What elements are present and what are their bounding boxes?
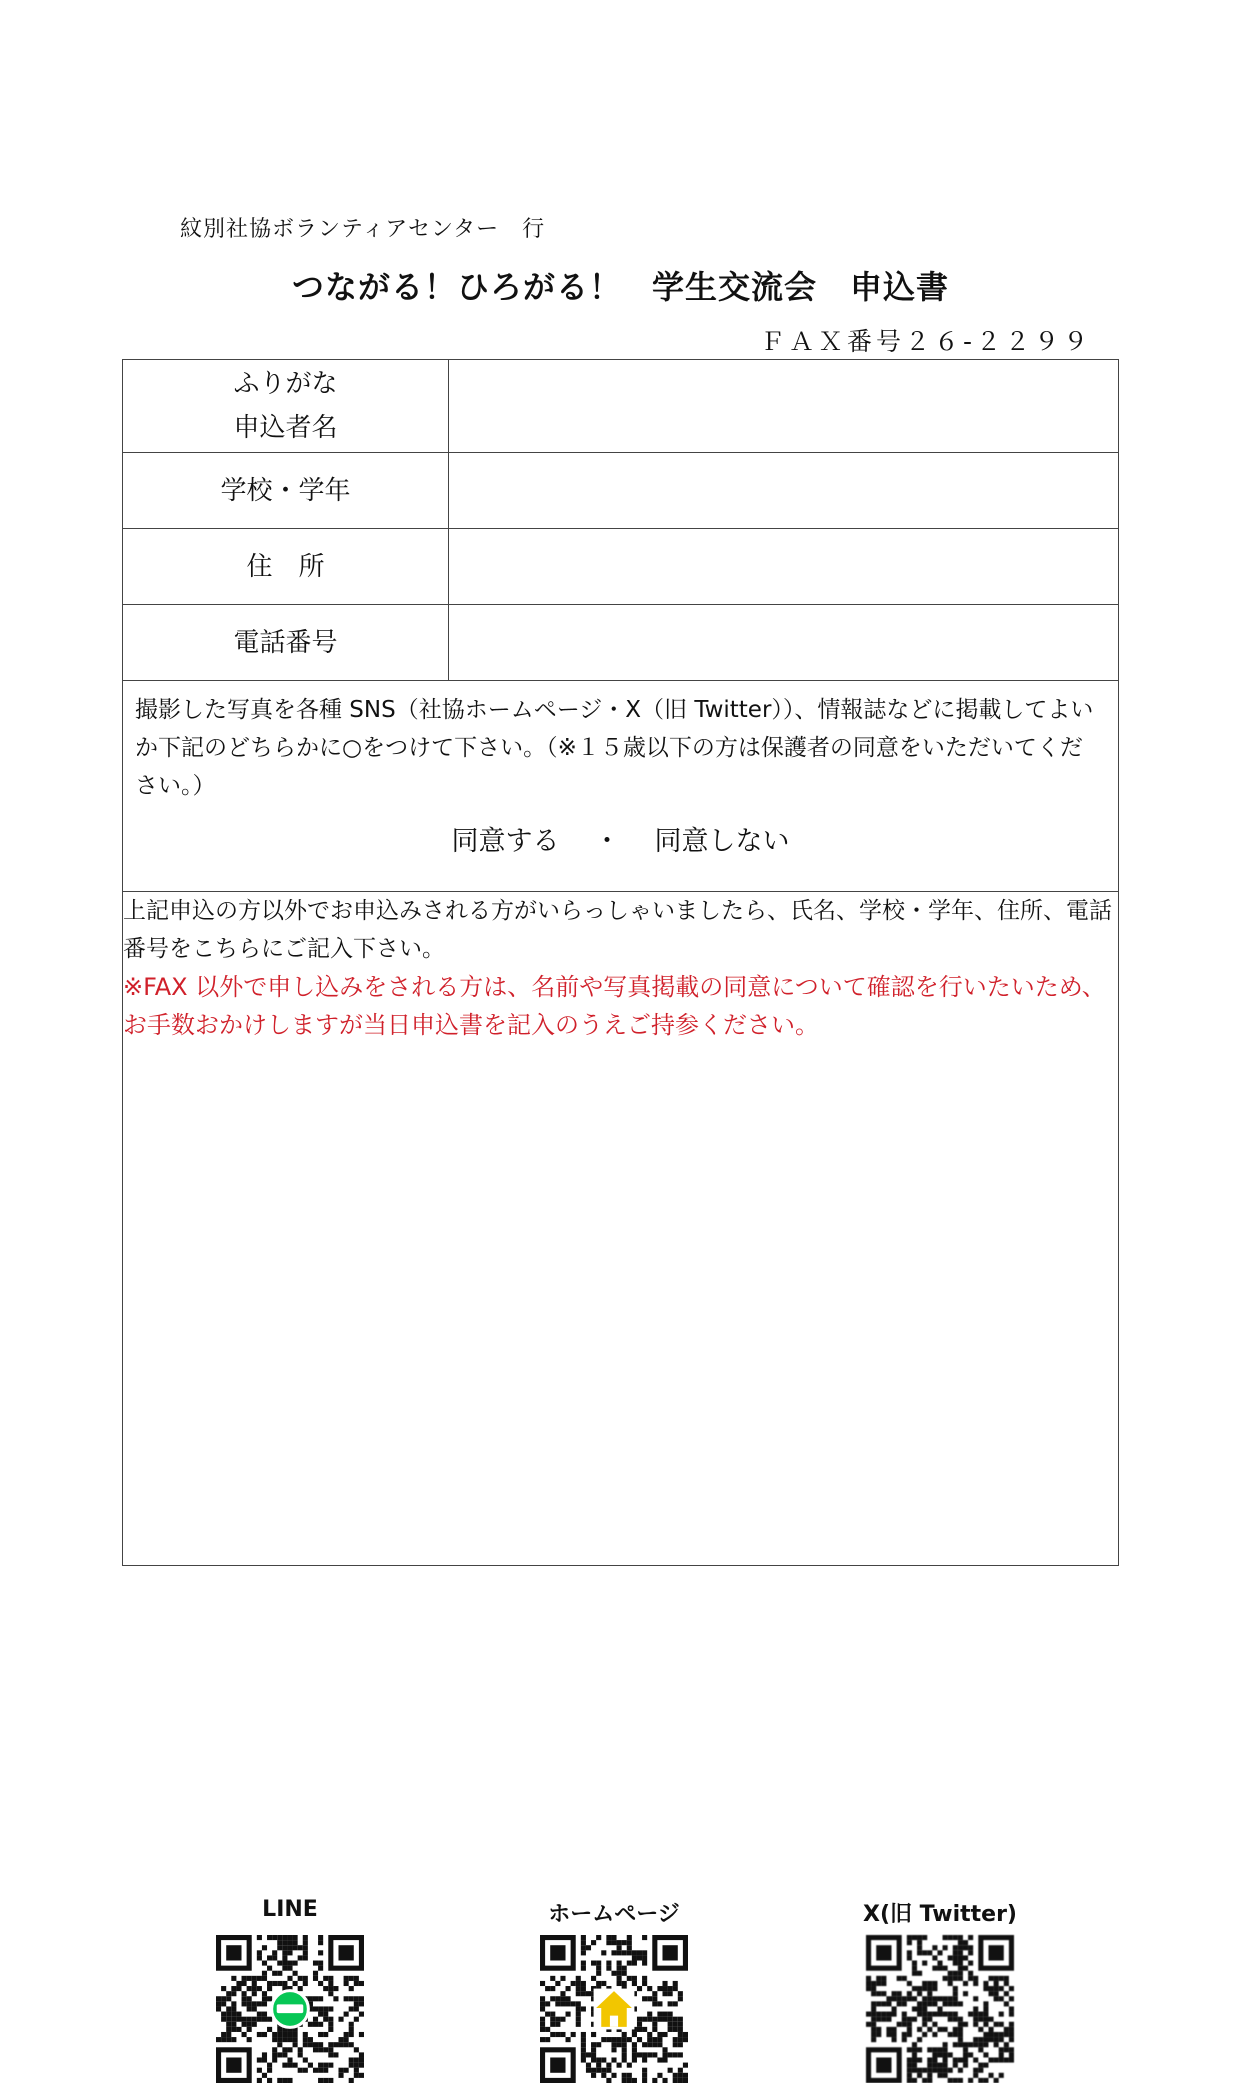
qr-x-label: X(旧 Twitter) xyxy=(863,1902,1017,1927)
qr-line-label: LINE xyxy=(262,1897,318,1922)
qr-homepage xyxy=(514,1897,714,2083)
consent-choices xyxy=(123,819,1118,858)
row-school xyxy=(123,453,1118,529)
label-phone-text: 電話番号 xyxy=(233,627,338,658)
qr-homepage-label: ホームページ xyxy=(548,1902,680,1927)
other-applicants-section[interactable] xyxy=(123,892,1118,1927)
page-title xyxy=(0,262,1241,308)
label-name xyxy=(123,360,449,452)
x-qr-code[interactable] xyxy=(866,1935,1014,2083)
label-address xyxy=(123,529,449,604)
title-part1: つながる！ひろがる！ xyxy=(291,268,622,306)
application-form xyxy=(122,359,1119,1927)
label-school xyxy=(123,453,449,528)
consent-text: 撮影した写真を各種 SNS（社協ホームページ・X（旧 Twitter））、情報誌などに掲載してよいか下記のどちらかに○をつけて下さい。（※１５歳以下の方は保護者の同意をいただいてください。） xyxy=(135,697,1094,799)
agree-option[interactable]: 同意する xyxy=(451,826,560,857)
addressee: 紋別社協ボランティアセンター 行 xyxy=(180,217,546,242)
title-part2: 学生交流会 申込書 xyxy=(652,268,950,306)
label-applicant-name: 申込者名 xyxy=(233,413,338,443)
address-field[interactable] xyxy=(449,529,1118,604)
choice-separator: ・ xyxy=(593,826,621,857)
fax-note: ※FAX 以外で申し込みをされる方は、名前や写真掲載の同意について確認を行いたいため、お手数おかけしますが当日申込書を記入のうえご持参ください。 xyxy=(123,973,1106,1039)
line-icon xyxy=(216,1935,364,2083)
other-applicants-text: 上記申込の方以外でお申込みされる方がいらっしゃいましたら、氏名、学校・学年、住所、電話番号をこちらにご記入下さい。 xyxy=(123,898,1112,962)
school-field[interactable] xyxy=(449,453,1118,528)
qr-x xyxy=(840,1897,1040,2083)
line-qr-code[interactable] xyxy=(216,1935,364,2083)
row-address xyxy=(123,529,1118,605)
disagree-option[interactable]: 同意しない xyxy=(654,826,790,857)
label-phone xyxy=(123,605,449,680)
label-address-text: 住 所 xyxy=(246,551,325,582)
label-furigana: ふりがな xyxy=(233,369,338,399)
qr-image-x xyxy=(866,1935,1014,2083)
home-icon xyxy=(540,1935,688,2083)
row-name xyxy=(123,360,1118,453)
phone-field[interactable] xyxy=(449,605,1118,680)
fax-number: ＦＡＸ番号２６-２２９９ xyxy=(760,327,1093,356)
label-school-text: 学校・学年 xyxy=(220,475,351,506)
name-field[interactable] xyxy=(449,360,1118,452)
homepage-qr-code[interactable] xyxy=(540,1935,688,2083)
photo-consent-section xyxy=(123,681,1118,892)
row-phone xyxy=(123,605,1118,681)
qr-line xyxy=(190,1897,390,2083)
